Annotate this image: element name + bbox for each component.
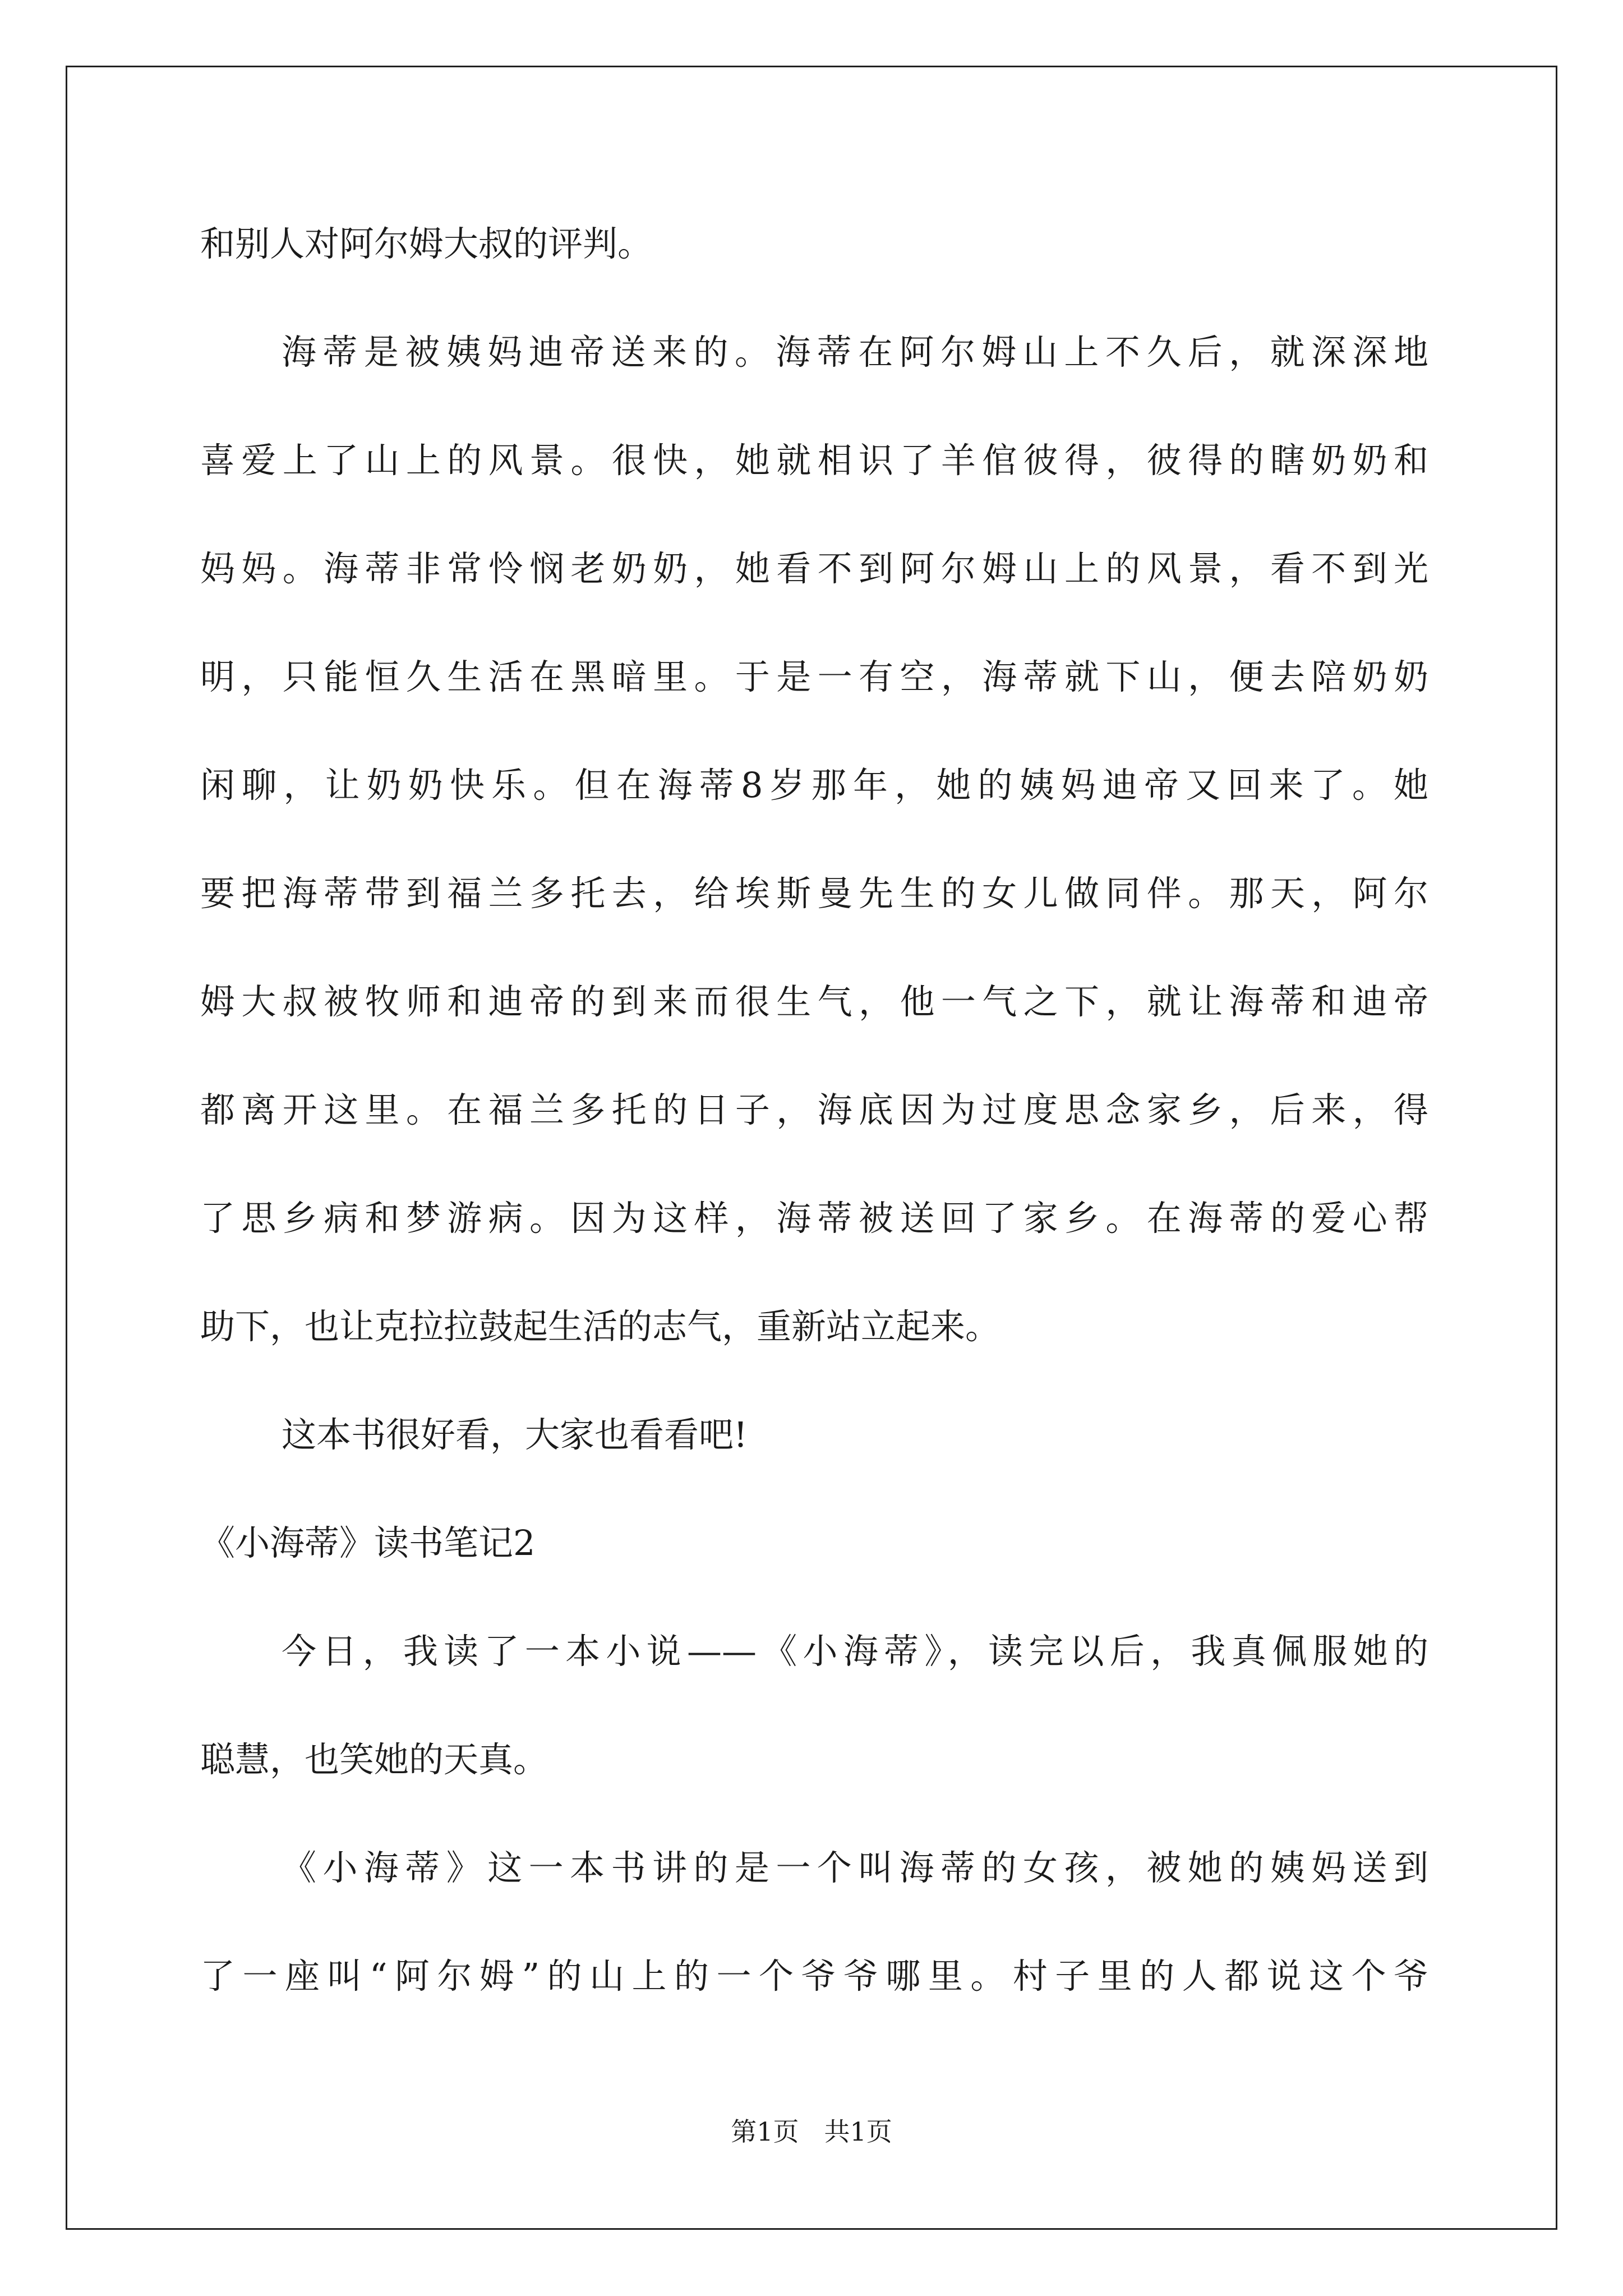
text-line: 都离开这里。在福兰多托的日子，海底因为过度思念家乡，后来，得: [200, 1089, 1428, 1130]
page-total: 共1页: [824, 2116, 892, 2147]
text-line: 妈妈。海蒂非常怜悯老奶奶，她看不到阿尔姆山上的风景，看不到光: [200, 548, 1428, 589]
text-line: 明，只能恒久生活在黑暗里。于是一有空，海蒂就下山，便去陪奶奶: [200, 656, 1428, 697]
text-line-continuation: 和别人对阿尔姆大叔的评判。: [200, 223, 653, 264]
document-body: [200, 216, 1428, 2056]
text-line-end: 聪慧，也笑她的天真。: [200, 1739, 548, 1780]
paragraph-start: 《小海蒂》这一本书讲的是一个叫海蒂的女孩，被她的姨妈送到: [282, 1847, 1428, 1888]
text-line: 喜爱上了山上的风景。很快，她就相识了羊倌彼得，彼得的瞎奶奶和: [200, 440, 1428, 481]
text-line: 闲聊，让奶奶快乐。但在海蒂8岁那年，她的姨妈迪帝又回来了。她: [200, 765, 1428, 806]
paragraph-start: 海蒂是被姨妈迪帝送来的。海蒂在阿尔姆山上不久后，就深深地: [282, 332, 1428, 372]
section-heading: 《小海蒂》读书笔记2: [200, 1522, 536, 1563]
paragraph-start: 今日，我读了一本小说——《小海蒂》，读完以后，我真佩服她的: [282, 1631, 1428, 1672]
page-footer: [0, 2115, 1623, 2148]
text-line-end: 助下，也让克拉拉鼓起生活的志气，重新站立起来。: [200, 1306, 1000, 1347]
text-line: 姆大叔被牧师和迪帝的到来而很生气，他一气之下，就让海蒂和迪帝: [200, 981, 1428, 1022]
text-line: 了一座叫“阿尔姆”的山上的一个爷爷哪里。村子里的人都说这个爷: [200, 1955, 1428, 1996]
page-number: 第1页: [731, 2116, 799, 2147]
text-line: 了思乡病和梦游病。因为这样，海蒂被送回了家乡。在海蒂的爱心帮: [200, 1198, 1428, 1239]
text-line: 要把海蒂带到福兰多托去，给埃斯曼先生的女儿做同伴。那天，阿尔: [200, 873, 1428, 914]
paragraph-start: 这本书很好看，大家也看看吧!: [282, 1414, 748, 1455]
